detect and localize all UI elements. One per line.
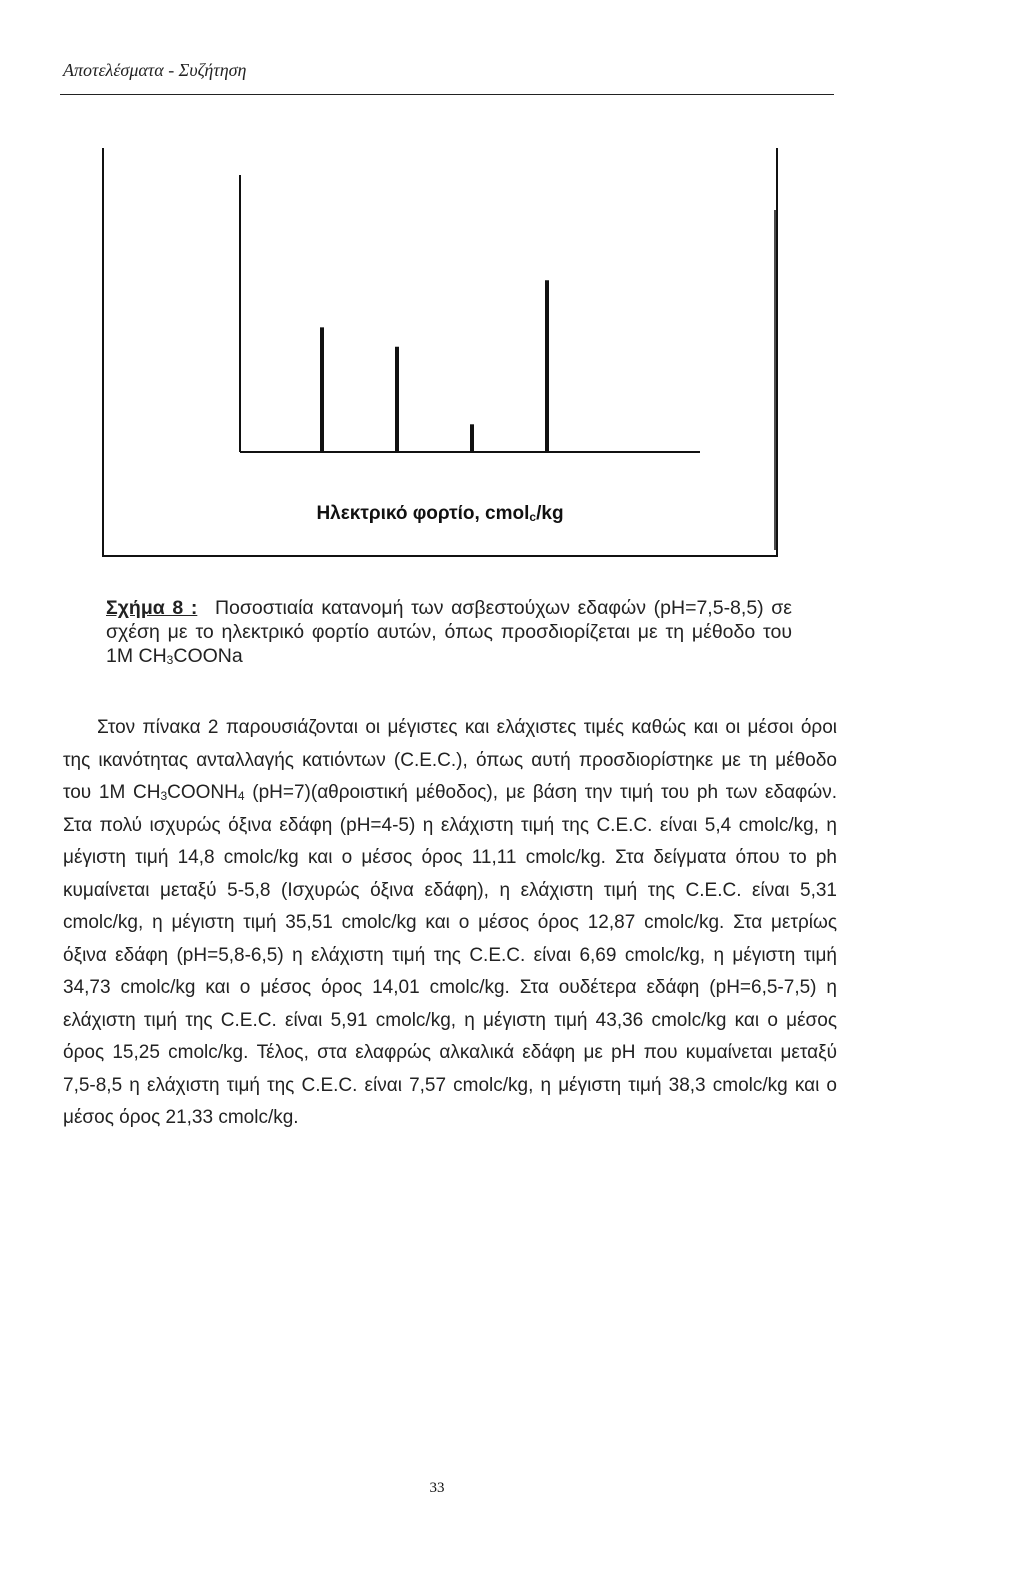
chart-x-axis-label: Ηλεκτρικό φορτίο, cmol$_c$/kg bbox=[316, 503, 564, 524]
figure-caption: Σχήμα 8 : Ποσοστιαία κατανομή των ασβεστούχων εδαφών (pH=7,5-8,5) σε σχέση με το ηλεκτρικό φορτίο αυτών, όπως προσδιορίζεται με τη μέθοδο του 1Μ $CH_3COONa$ bbox=[106, 597, 793, 667]
chart-bar-1 bbox=[320, 327, 324, 452]
page-number: 33 bbox=[429, 1480, 445, 1496]
chart-bar-3 bbox=[470, 424, 474, 452]
section-header: Αποτελέσματα - Συζήτηση bbox=[63, 60, 247, 80]
caption-label: Σχήμα 8 : bbox=[106, 597, 198, 619]
caption-text: Ποσοστιαία κατανομή των ασβεστούχων εδαφών (pH=7,5-8,5) σε σχέση με το ηλεκτρικό φορτίο αυτών, όπως προσδιορίζεται με τη μέθοδο του 1Μ CH bbox=[106, 597, 793, 667]
chart-bar-2 bbox=[395, 347, 399, 452]
chart-bar-4 bbox=[545, 280, 549, 452]
plot-area bbox=[240, 175, 775, 550]
body-paragraph: Στον πίνακα 2 παρουσιάζονται οι μέγιστες και ελάχιστες τιμές καθώς και οι μέσοι όροι της ικανότητας ανταλλαγής κατιόντων (C.E.C.), όπως αυτή προσδιορίστηκε με τη μέθοδο του 1Μ $CH_3COONH_4$ (pH=7)(αθροιστική μέθοδος), με βάση την τιμή του ph των εδαφών. Στα πολύ ισχυρώς όξινα εδάφη (pH=4-5) η ελάχιστη τιμή της C.E.C. είναι 5,4 cmolc/kg, η μέγιστη τιμή 14,8 cmolc/kg και ο μέσος όρος 11,11 cmolc/kg. Στα δείγματα όπου το ph κυμαίνεται μεταξύ 5-5,8 (Ισχυρώς όξινα εδάφη), η ελάχιστη τιμή της C.E.C. είναι 5,31 cmolc/kg, η μέγιστη τιμή 35,51 cmolc/kg και ο μέσος όρος 12,87 cmolc/kg. Στα μετρίως όξινα εδάφη (pH=5,8-6,5) η ελάχιστη τιμή της C.E.C. είναι 6,69 cmolc/kg, η μέγιστη τιμή 34,73 cmolc/kg και ο μέσος όρος 14,01 cmolc/kg. Στα ουδέτερα εδάφη (pH=6,5-7,5) η ελάχιστη τιμή της C.E.C. είναι 5,91 cmolc/kg, η μέγιστη τιμή 43,36 cmolc/kg και ο μέσος όρος 15,25 cmolc/kg. Τέλος, στα ελαφρώς αλκαλικά εδάφη με pH που κυμαίνεται μεταξύ 7,5-8,5 η ελάχιστη τιμή της C.E.C. είναι 7,57 cmolc/kg, η μέγιστη τιμή 38,3 cmolc/kg και ο μέσος όρος 21,33 cmolc/kg. bbox=[63, 717, 837, 1128]
